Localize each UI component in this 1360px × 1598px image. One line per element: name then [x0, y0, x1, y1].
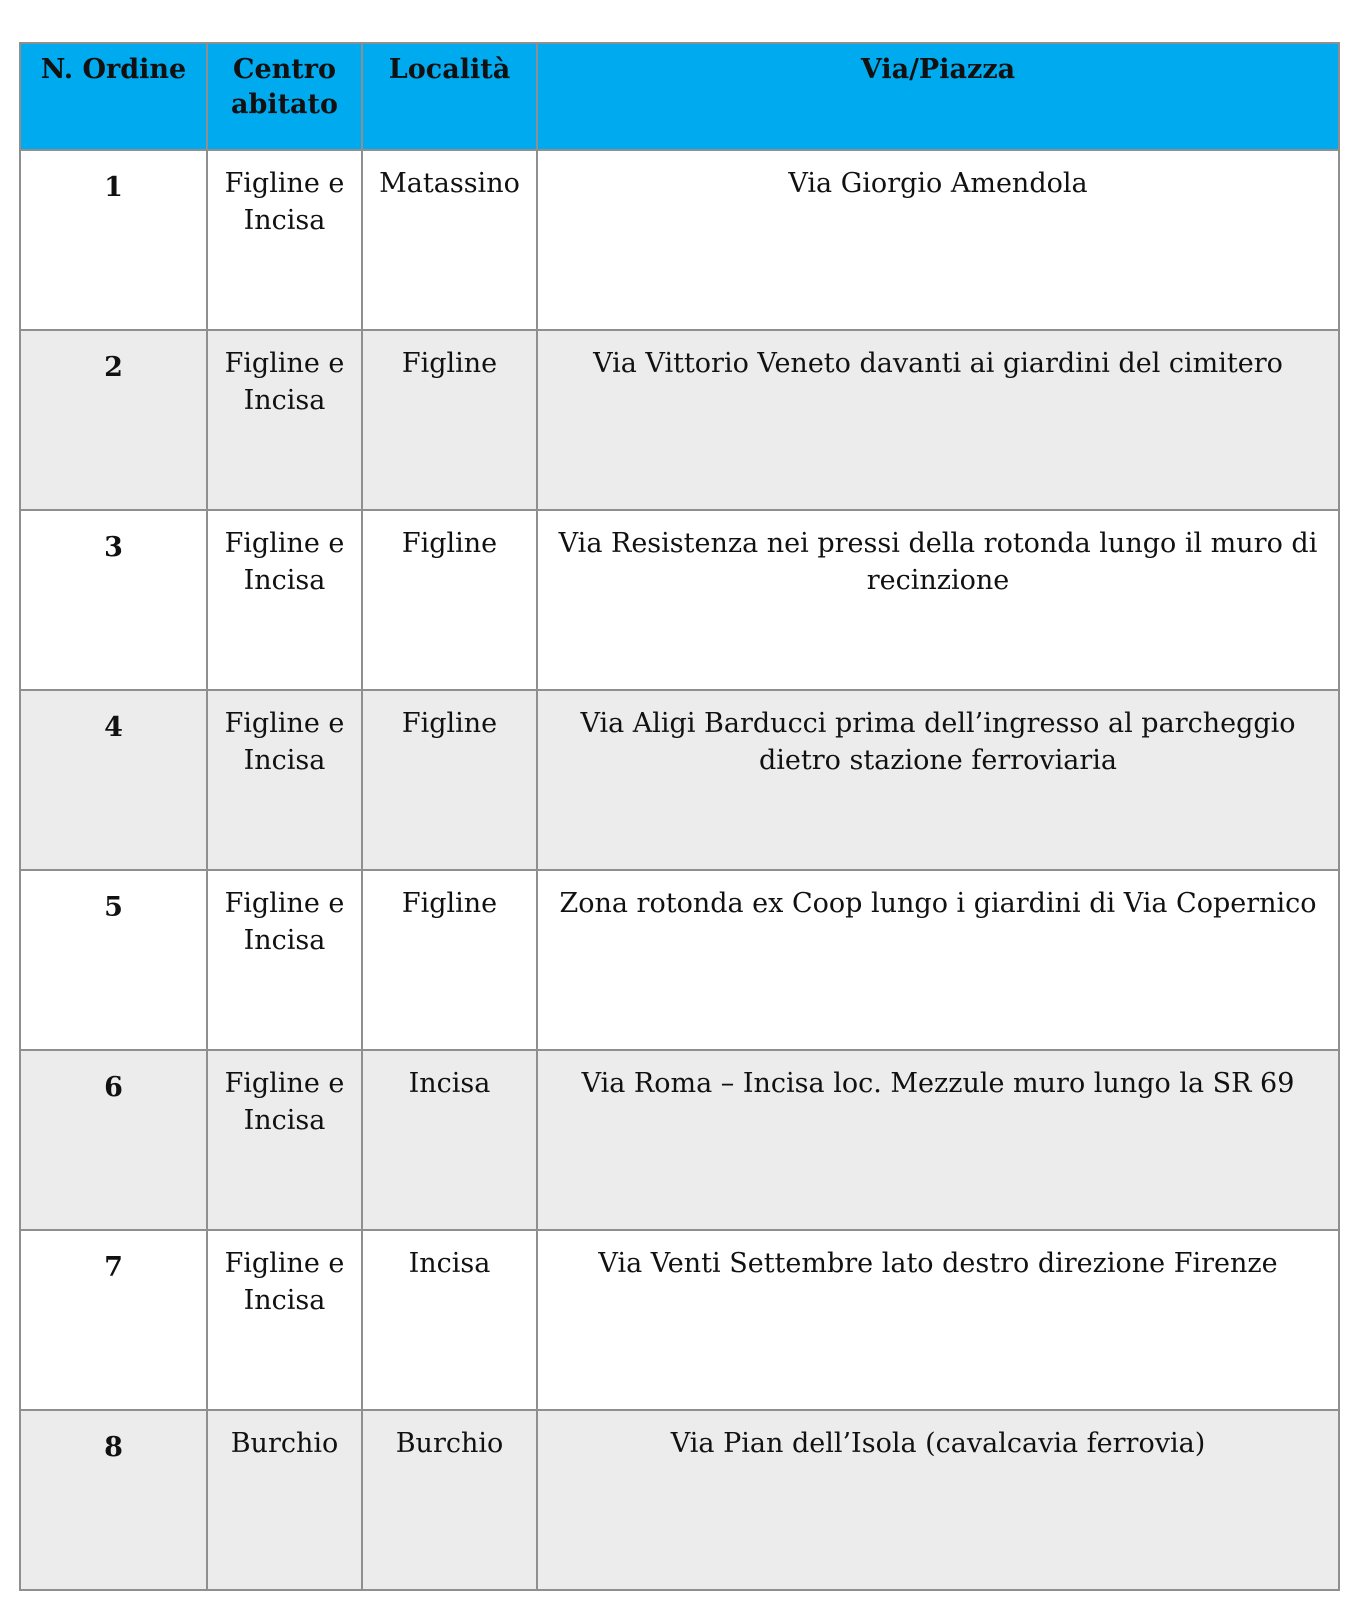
cell-via-piazza: Via Vittorio Veneto davanti ai giardini del cimitero — [537, 330, 1339, 510]
cell-n-ordine: 1 — [20, 150, 207, 330]
header-centro-abitato: Centro abitato — [207, 43, 362, 150]
header-row — [20, 43, 1339, 150]
table-row — [20, 150, 1339, 330]
cell-localita: Incisa — [362, 1050, 537, 1230]
cell-centro-abitato: Figline e Incisa — [207, 690, 362, 870]
table-row — [20, 330, 1339, 510]
table-row — [20, 870, 1339, 1050]
cell-n-ordine: 7 — [20, 1230, 207, 1410]
table-header — [20, 43, 1339, 150]
locations-table — [19, 42, 1340, 1591]
header-via-piazza: Via/Piazza — [537, 43, 1339, 150]
cell-localita: Burchio — [362, 1410, 537, 1590]
table-row — [20, 1050, 1339, 1230]
cell-n-ordine: 2 — [20, 330, 207, 510]
cell-centro-abitato: Burchio — [207, 1410, 362, 1590]
table-row — [20, 690, 1339, 870]
cell-n-ordine: 5 — [20, 870, 207, 1050]
cell-via-piazza: Via Resistenza nei pressi della rotonda lungo il muro di recinzione — [537, 510, 1339, 690]
cell-via-piazza: Via Roma – Incisa loc. Mezzule muro lungo la SR 69 — [537, 1050, 1339, 1230]
cell-localita: Incisa — [362, 1230, 537, 1410]
header-n-ordine: N. Ordine — [20, 43, 207, 150]
cell-localita: Figline — [362, 870, 537, 1050]
cell-centro-abitato: Figline e Incisa — [207, 330, 362, 510]
cell-localita: Figline — [362, 690, 537, 870]
table-row — [20, 1410, 1339, 1590]
cell-n-ordine: 4 — [20, 690, 207, 870]
cell-centro-abitato: Figline e Incisa — [207, 1050, 362, 1230]
table-body — [20, 150, 1339, 1590]
cell-via-piazza: Via Pian dell’Isola (cavalcavia ferrovia) — [537, 1410, 1339, 1590]
header-localita: Località — [362, 43, 537, 150]
cell-localita: Matassino — [362, 150, 537, 330]
cell-via-piazza: Via Giorgio Amendola — [537, 150, 1339, 330]
cell-centro-abitato: Figline e Incisa — [207, 150, 362, 330]
cell-via-piazza: Via Aligi Barducci prima dell’ingresso al parcheggio dietro stazione ferroviaria — [537, 690, 1339, 870]
cell-centro-abitato: Figline e Incisa — [207, 510, 362, 690]
cell-via-piazza: Via Venti Settembre lato destro direzione Firenze — [537, 1230, 1339, 1410]
cell-centro-abitato: Figline e Incisa — [207, 870, 362, 1050]
table-row — [20, 1230, 1339, 1410]
cell-localita: Figline — [362, 510, 537, 690]
table-row — [20, 510, 1339, 690]
cell-n-ordine: 6 — [20, 1050, 207, 1230]
cell-n-ordine: 8 — [20, 1410, 207, 1590]
locations-table-container — [19, 42, 1338, 1591]
cell-centro-abitato: Figline e Incisa — [207, 1230, 362, 1410]
cell-via-piazza: Zona rotonda ex Coop lungo i giardini di Via Copernico — [537, 870, 1339, 1050]
cell-localita: Figline — [362, 330, 537, 510]
cell-n-ordine: 3 — [20, 510, 207, 690]
